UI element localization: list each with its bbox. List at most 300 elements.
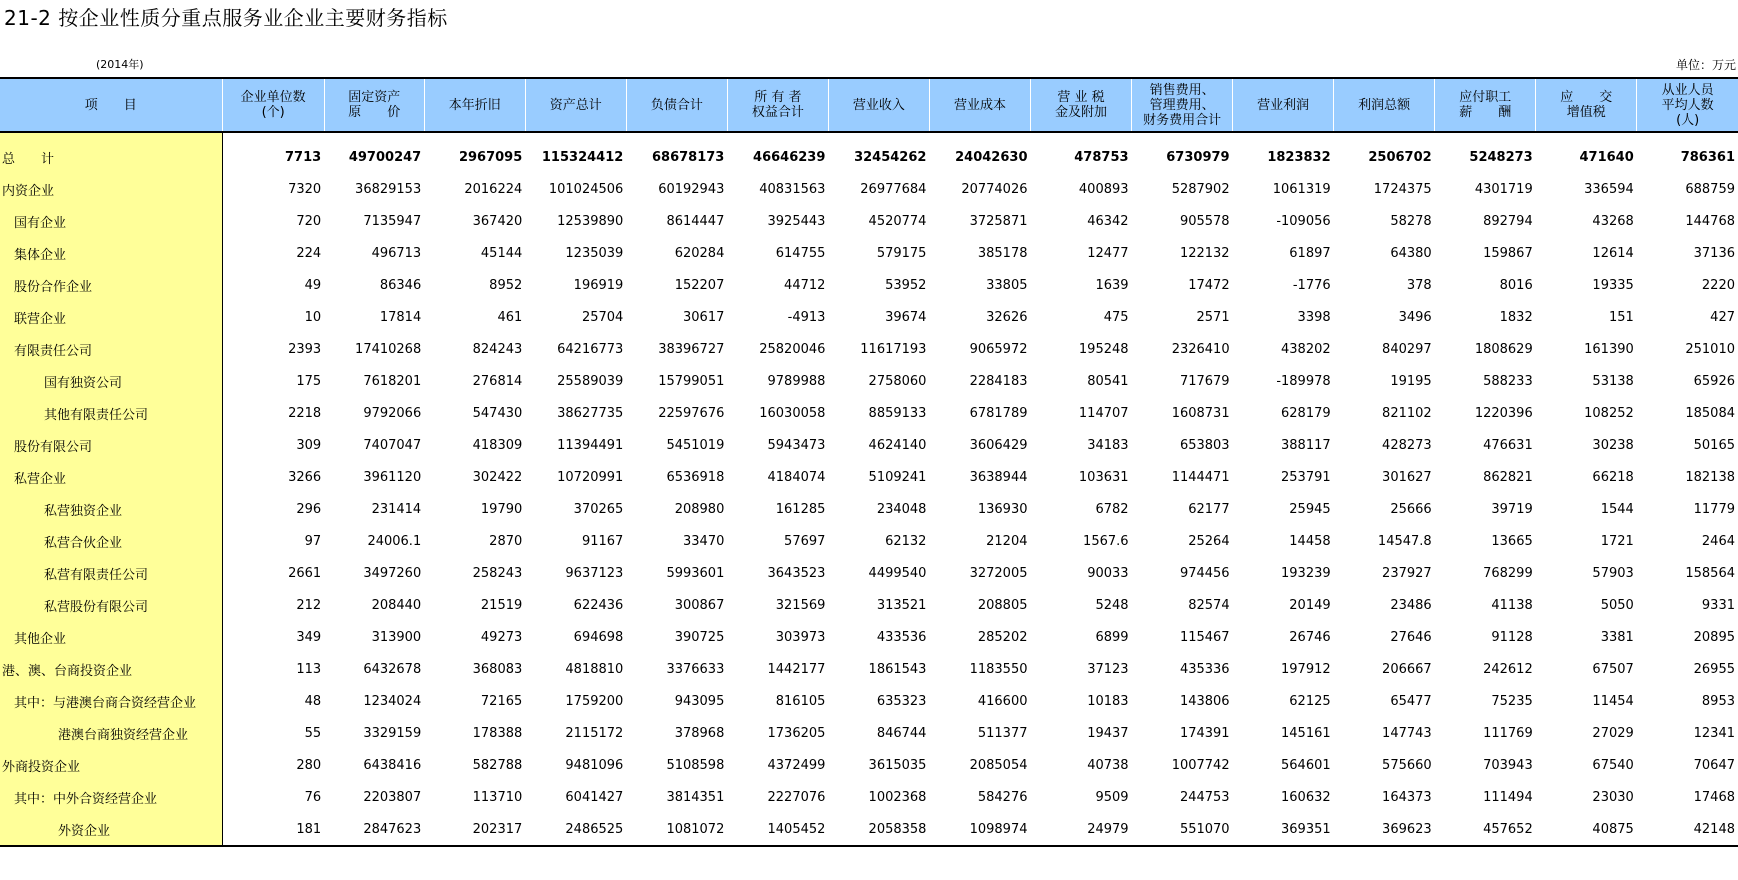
data-cell: 66218 [1592, 469, 1634, 485]
data-cell: 3606429 [969, 437, 1028, 453]
data-cell: 457652 [1435, 813, 1536, 846]
data-cell: 174391 [1179, 725, 1230, 741]
data-cell: 32626 [986, 309, 1028, 325]
column-header-line: 薪 酬 [1459, 105, 1512, 120]
data-cell: 64216773 [557, 341, 624, 357]
column-header-line: 应付职工 [1459, 90, 1512, 105]
table-row [0, 365, 1738, 397]
data-cell: 378 [1406, 277, 1432, 293]
row-label: 私营独资企业 [0, 493, 222, 525]
data-cell: 717679 [1179, 373, 1230, 389]
column-header [929, 78, 1030, 132]
data-cell: 4624140 [868, 437, 927, 453]
data-cell: 2326410 [1171, 341, 1230, 357]
data-cell: 12539890 [557, 213, 624, 229]
data-cell: 45144 [480, 245, 523, 261]
data-cell: 3615035 [868, 757, 927, 773]
data-cell: 400893 [1078, 181, 1129, 197]
column-header [1435, 78, 1536, 132]
data-cell: 2393 [288, 341, 322, 357]
data-cell: 547430 [472, 405, 523, 421]
data-cell: 427 [1710, 309, 1735, 325]
column-header [1233, 78, 1334, 132]
table-row [0, 493, 1738, 525]
data-cell: 3398 [1297, 309, 1331, 325]
table-row [0, 781, 1738, 813]
column-header-line: 从业人员 [1661, 82, 1714, 98]
unit-label: 单位：万元 [1675, 58, 1736, 72]
data-cell: 892794 [1483, 213, 1533, 229]
row-label: 外商投资企业 [0, 749, 222, 781]
data-cell: 114707 [1078, 405, 1129, 421]
data-cell: 97 [304, 533, 322, 549]
data-cell: 390725 [674, 629, 725, 645]
column-header-line: 固定资产 [348, 90, 401, 105]
data-cell: 39719 [1491, 501, 1533, 517]
data-cell: 251010 [1685, 341, 1735, 357]
data-cell: 584276 [977, 789, 1028, 805]
data-cell: 67540 [1592, 757, 1634, 773]
column-header-line: (个) [261, 105, 285, 120]
data-cell: 181 [222, 813, 324, 846]
data-cell: 115467 [1179, 629, 1230, 645]
data-cell: 27029 [1592, 725, 1634, 741]
table-row [0, 173, 1738, 205]
data-cell: 185084 [1685, 405, 1735, 421]
data-cell: 2220 [1701, 277, 1735, 293]
data-cell: 12614 [1592, 245, 1634, 261]
data-cell: 208980 [674, 501, 725, 517]
data-cell: 369351 [1233, 813, 1334, 846]
data-cell: 10720991 [557, 469, 624, 485]
data-cell: 24042630 [955, 149, 1028, 165]
row-label: 国有独资公司 [0, 365, 222, 397]
data-cell: 108252 [1584, 405, 1634, 421]
financial-indicators-table [0, 77, 1738, 847]
data-cell: 1081072 [626, 813, 727, 846]
data-cell: 1823832 [1267, 149, 1331, 165]
data-cell: 86346 [379, 277, 422, 293]
data-cell: 26746 [1289, 629, 1331, 645]
data-cell: 1183550 [969, 661, 1028, 677]
data-cell: 43268 [1592, 213, 1634, 229]
data-cell: 14458 [1289, 533, 1331, 549]
data-cell: 9789988 [767, 373, 826, 389]
data-cell: 3643523 [767, 565, 826, 581]
data-cell: 122132 [1179, 245, 1230, 261]
column-header [324, 78, 424, 132]
data-cell: 2486525 [525, 813, 626, 846]
data-cell: 91128 [1491, 629, 1533, 645]
data-cell: 178388 [472, 725, 523, 741]
row-label: 其中：中外合资经营企业 [0, 781, 222, 813]
data-cell: 368083 [472, 661, 523, 677]
data-cell: 575660 [1382, 757, 1432, 773]
data-cell: 164373 [1382, 789, 1432, 805]
table-row [0, 333, 1738, 365]
data-cell: 136930 [977, 501, 1028, 517]
row-label: 股份有限公司 [0, 429, 222, 461]
table-row [0, 589, 1738, 621]
data-cell: 21204 [986, 533, 1028, 549]
data-cell: 276814 [472, 373, 523, 389]
table-row [0, 237, 1738, 269]
data-cell: 428273 [1382, 437, 1432, 453]
spacer-row [0, 132, 1738, 141]
data-cell: 19437 [1087, 725, 1129, 741]
data-cell: 258243 [472, 565, 523, 581]
data-cell: 579175 [876, 245, 927, 261]
data-cell: 244753 [1179, 789, 1230, 805]
data-cell: 17814 [379, 309, 422, 325]
data-cell: 2218 [288, 405, 322, 421]
data-cell: 5109241 [868, 469, 927, 485]
table-row [0, 653, 1738, 685]
data-cell: 75235 [1491, 693, 1533, 709]
data-cell: 39674 [885, 309, 927, 325]
column-header-line: 应 交 [1560, 90, 1613, 105]
data-cell: 435336 [1179, 661, 1230, 677]
data-cell: 48 [304, 693, 322, 709]
data-cell: 1007742 [1171, 757, 1230, 773]
data-cell: 90033 [1087, 565, 1129, 581]
data-cell: 336594 [1584, 181, 1634, 197]
data-cell: 64380 [1390, 245, 1432, 261]
data-cell: 628179 [1281, 405, 1331, 421]
data-cell: 25945 [1289, 501, 1331, 517]
data-cell: 3496 [1398, 309, 1432, 325]
data-cell: 6041427 [565, 789, 624, 805]
data-cell: 67507 [1592, 661, 1634, 677]
data-cell: 208440 [371, 597, 422, 613]
data-cell: 1405452 [727, 813, 828, 846]
data-cell: 152207 [674, 277, 725, 293]
column-header [525, 78, 626, 132]
column-header [1536, 78, 1637, 132]
data-cell: 175 [296, 373, 322, 389]
data-cell: 9481096 [565, 757, 624, 773]
data-cell: 301627 [1382, 469, 1432, 485]
row-label: 国有企业 [0, 205, 222, 237]
data-cell: 2203807 [363, 789, 422, 805]
data-cell: 58278 [1390, 213, 1432, 229]
data-cell: 1639 [1095, 277, 1129, 293]
data-cell: 2085054 [969, 757, 1028, 773]
data-cell: 475 [1103, 309, 1129, 325]
table-body [0, 132, 1738, 846]
column-header-line: 利润总额 [1358, 97, 1411, 113]
data-cell: 143806 [1179, 693, 1230, 709]
data-cell: 101024506 [548, 181, 624, 197]
data-cell: 8614447 [666, 213, 725, 229]
data-cell: 2506702 [1368, 149, 1432, 165]
data-cell: 6782 [1095, 501, 1129, 517]
data-cell: -189978 [1276, 373, 1331, 389]
row-label: 私营合伙企业 [0, 525, 222, 557]
data-cell: 551070 [1132, 813, 1233, 846]
data-cell: 40875 [1536, 813, 1637, 846]
table-row [0, 269, 1738, 301]
data-cell: 8859133 [868, 405, 927, 421]
data-cell: 27646 [1390, 629, 1432, 645]
table-row [0, 205, 1738, 237]
data-cell: 768299 [1483, 565, 1533, 581]
data-cell: 1061319 [1272, 181, 1331, 197]
data-cell: 212 [296, 597, 322, 613]
data-cell: 62132 [885, 533, 927, 549]
data-cell: 36829153 [355, 181, 422, 197]
data-cell: 237927 [1382, 565, 1432, 581]
data-cell: 144768 [1685, 213, 1735, 229]
table-row [0, 397, 1738, 429]
column-header [222, 78, 324, 132]
data-cell: 19195 [1390, 373, 1432, 389]
data-cell: 193239 [1281, 565, 1331, 581]
data-cell: 234048 [876, 501, 927, 517]
data-cell: 23486 [1390, 597, 1432, 613]
data-cell: 161285 [775, 501, 826, 517]
data-cell: 24979 [1031, 813, 1132, 846]
table-row [0, 749, 1738, 781]
data-cell: 1808629 [1474, 341, 1533, 357]
data-cell: 313900 [371, 629, 422, 645]
data-cell: 34183 [1087, 437, 1129, 453]
data-cell: 19335 [1592, 277, 1634, 293]
data-cell: 26977684 [860, 181, 927, 197]
data-cell: 1098974 [929, 813, 1030, 846]
data-cell: 461 [497, 309, 523, 325]
data-cell: 3272005 [969, 565, 1028, 581]
row-label: 私营有限责任公司 [0, 557, 222, 589]
data-cell: 3925443 [767, 213, 826, 229]
data-cell: 388117 [1281, 437, 1331, 453]
data-cell: 622436 [573, 597, 624, 613]
data-cell: 91167 [581, 533, 624, 549]
column-header-line: 金及附加 [1055, 105, 1108, 120]
row-label: 私营企业 [0, 461, 222, 493]
data-cell: 14547.8 [1377, 533, 1432, 549]
table-row [0, 301, 1738, 333]
data-cell: 17468 [1693, 789, 1735, 805]
data-cell: 231414 [371, 501, 422, 517]
data-cell: 5451019 [666, 437, 725, 453]
data-cell: 703943 [1483, 757, 1533, 773]
data-cell: 1235039 [565, 245, 624, 261]
data-cell: 6899 [1095, 629, 1129, 645]
row-label: 其他企业 [0, 621, 222, 653]
data-cell: 2115172 [565, 725, 624, 741]
data-cell: 1721 [1600, 533, 1634, 549]
data-cell: 862821 [1483, 469, 1533, 485]
data-cell: 905578 [1179, 213, 1230, 229]
column-header-line: 营业收入 [852, 97, 905, 113]
data-cell: 208805 [977, 597, 1028, 613]
data-cell: 309 [296, 437, 322, 453]
data-cell: 476631 [1483, 437, 1533, 453]
data-cell: 511377 [977, 725, 1028, 741]
column-header-line: 管理费用、 [1149, 97, 1215, 113]
data-cell: 37123 [1087, 661, 1129, 677]
data-cell: 635323 [876, 693, 927, 709]
data-cell: 206667 [1382, 661, 1432, 677]
data-cell: 158564 [1685, 565, 1735, 581]
data-cell: 2847623 [324, 813, 424, 846]
data-cell: 159867 [1483, 245, 1533, 261]
data-cell: 24006.1 [367, 533, 422, 549]
data-cell: 2284183 [969, 373, 1028, 389]
data-cell: 1724375 [1373, 181, 1432, 197]
data-cell: 62177 [1188, 501, 1230, 517]
data-cell: 4818810 [565, 661, 624, 677]
data-cell: 23030 [1592, 789, 1634, 805]
data-cell: 8953 [1701, 693, 1735, 709]
data-cell: -1776 [1292, 277, 1331, 293]
data-cell: 3638944 [969, 469, 1028, 485]
data-cell: 196919 [573, 277, 624, 293]
year-label: (2014年) [96, 58, 144, 71]
data-cell: 65477 [1390, 693, 1432, 709]
data-cell: 303973 [775, 629, 826, 645]
column-header-line: 资产总计 [549, 97, 602, 113]
data-cell: 6730979 [1166, 149, 1230, 165]
data-cell: 25820046 [759, 341, 826, 357]
data-cell: 16030058 [759, 405, 826, 421]
data-cell: 12341 [1693, 725, 1735, 741]
data-cell: 496713 [371, 245, 422, 261]
data-cell: 62125 [1289, 693, 1331, 709]
data-cell: 242612 [1483, 661, 1533, 677]
column-header-line: 负债合计 [650, 97, 703, 113]
row-label: 联营企业 [0, 301, 222, 333]
row-label: 总 计 [0, 141, 222, 173]
data-cell: 55 [304, 725, 322, 741]
table-row [0, 557, 1738, 589]
data-cell: 57903 [1592, 565, 1634, 581]
table-row [0, 141, 1738, 173]
data-cell: 25264 [1188, 533, 1230, 549]
data-cell: 694698 [573, 629, 624, 645]
data-cell: 20149 [1289, 597, 1331, 613]
data-cell: 10 [304, 309, 322, 325]
spacer-cell [222, 132, 1738, 141]
data-cell: 4301719 [1474, 181, 1533, 197]
data-cell: 9509 [1095, 789, 1129, 805]
data-cell: 2016224 [464, 181, 523, 197]
data-cell: 38396727 [658, 341, 725, 357]
data-cell: 370265 [573, 501, 624, 517]
data-cell: 3376633 [666, 661, 725, 677]
data-cell: 25704 [581, 309, 624, 325]
row-label: 其中：与港澳台商合资经营企业 [0, 685, 222, 717]
data-cell: 385178 [977, 245, 1028, 261]
data-cell: 195248 [1078, 341, 1129, 357]
page-title: 21-2 按企业性质分重点服务业企业主要财务指标 [4, 6, 448, 30]
data-cell: 19790 [480, 501, 523, 517]
data-cell: 321569 [775, 597, 826, 613]
data-cell: 8016 [1499, 277, 1533, 293]
data-cell: 416600 [977, 693, 1028, 709]
data-cell: 65926 [1693, 373, 1735, 389]
data-cell: 1144471 [1171, 469, 1230, 485]
data-cell: 824243 [472, 341, 523, 357]
data-cell: 582788 [472, 757, 523, 773]
column-header [1132, 78, 1233, 132]
data-cell: 42148 [1637, 813, 1738, 846]
table-row [0, 461, 1738, 493]
column-header-line: 平均人数 [1661, 97, 1714, 113]
data-cell: 53138 [1592, 373, 1634, 389]
data-cell: 6432678 [363, 661, 422, 677]
column-header-line: 增值税 [1566, 105, 1606, 120]
data-cell: 653803 [1179, 437, 1230, 453]
data-cell: 80541 [1087, 373, 1129, 389]
data-cell: 111769 [1483, 725, 1533, 741]
row-label: 有限责任公司 [0, 333, 222, 365]
data-cell: 11617193 [860, 341, 927, 357]
data-cell: 285202 [977, 629, 1028, 645]
table-row [0, 717, 1738, 749]
data-cell: 113710 [472, 789, 523, 805]
data-cell: 224 [296, 245, 322, 261]
column-header [1637, 78, 1738, 132]
row-label: 港澳台商独资经营企业 [0, 717, 222, 749]
data-cell: 147743 [1382, 725, 1432, 741]
data-cell: 2571 [1196, 309, 1230, 325]
column-header-line: 本年折旧 [448, 97, 501, 113]
data-cell: 40831563 [759, 181, 826, 197]
data-cell: 1002368 [868, 789, 927, 805]
data-cell: 49 [304, 277, 322, 293]
data-cell: 2967095 [458, 149, 523, 165]
column-header-line: 营 业 税 [1057, 90, 1105, 105]
data-cell: 151 [1608, 309, 1634, 325]
data-cell: 72165 [480, 693, 523, 709]
data-cell: 26955 [1693, 661, 1735, 677]
data-cell: 38627735 [557, 405, 624, 421]
data-cell: 60192943 [658, 181, 725, 197]
data-cell: 620284 [674, 245, 725, 261]
data-cell: 5050 [1600, 597, 1634, 613]
data-cell: 3266 [288, 469, 322, 485]
data-cell: 7407047 [363, 437, 422, 453]
table-row [0, 525, 1738, 557]
data-cell: 296 [296, 501, 322, 517]
column-header-line: 财务费用合计 [1143, 112, 1222, 128]
data-cell: 33805 [986, 277, 1028, 293]
row-label: 集体企业 [0, 237, 222, 269]
data-cell: -109056 [1276, 213, 1331, 229]
column-header-line: 原 价 [348, 105, 401, 120]
data-cell: 720 [296, 213, 322, 229]
data-cell: 9637123 [565, 565, 624, 581]
data-cell: 113 [296, 661, 322, 677]
data-cell: 5943473 [767, 437, 826, 453]
data-cell: 49273 [480, 629, 523, 645]
data-cell: 846744 [876, 725, 927, 741]
data-cell: 37136 [1693, 245, 1735, 261]
data-cell: 3381 [1600, 629, 1634, 645]
row-label: 其他有限责任公司 [0, 397, 222, 429]
row-label: 外资企业 [0, 813, 222, 846]
data-cell: 111494 [1483, 789, 1533, 805]
data-cell: 614755 [775, 245, 826, 261]
table-row [0, 685, 1738, 717]
data-cell: -4913 [787, 309, 826, 325]
table-row [0, 813, 1738, 846]
data-cell: 1234024 [363, 693, 422, 709]
data-cell: 280 [296, 757, 322, 773]
data-cell: 1832 [1499, 309, 1533, 325]
